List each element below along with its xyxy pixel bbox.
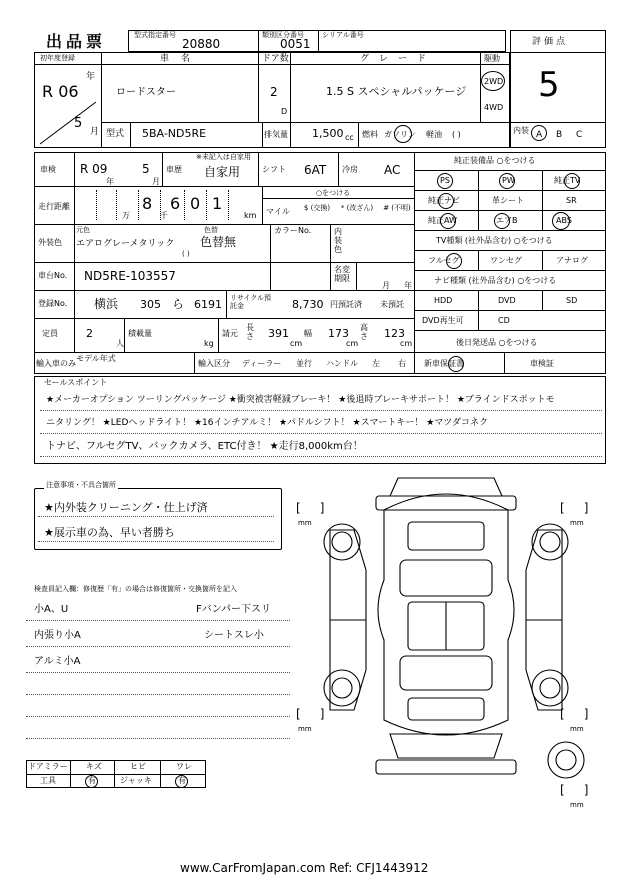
notes-label: 注意事項・不具合箇所	[46, 481, 116, 489]
exterior-color: エアログレーメタリック	[76, 239, 175, 249]
tire-bracket-fl: [ ]	[296, 501, 325, 515]
inspector-entry-3a: アルミ小A	[34, 656, 81, 667]
equip-abs: ABS	[556, 216, 572, 225]
interior-a: A	[536, 130, 543, 140]
equip-ps: PS	[440, 176, 450, 185]
sales-point-label: セールスポイント	[44, 378, 108, 387]
equip-pw: PW	[502, 176, 515, 185]
drive-2wd: 2WD	[484, 77, 504, 86]
tire-bracket-rl: [ ]	[296, 707, 325, 721]
car-damage-diagram	[296, 470, 596, 810]
fuel-gasoline: ガソリン	[384, 130, 416, 139]
later-title: 後日発送品 ○をつける	[456, 338, 538, 347]
mileage-digit-1: 8	[142, 194, 153, 213]
fuel-gasoline-circle	[394, 125, 412, 143]
inspector-entry-2b: シートスレ小	[204, 630, 264, 641]
serial-label: シリアル番号	[322, 31, 364, 39]
inspector-label: 検査員記入欄：修復歴「有」の場合は修復箇所・交換箇所を記入	[34, 585, 237, 593]
category-no: 0051	[280, 37, 311, 51]
equip-navi: 純正ナビ	[428, 196, 460, 205]
equip-tv: 純正TV	[554, 176, 581, 185]
model-no: 20880	[182, 37, 221, 51]
color-change: 色替無	[200, 235, 237, 249]
height: 123	[384, 327, 405, 340]
first-reg-year: R 06	[42, 82, 79, 101]
mileage-digit-3: 0	[190, 194, 201, 213]
score-label: 評価点	[532, 37, 569, 47]
auction-sheet: 出品票 型式指定番号 20880 類別区分番号 0051 シリアル番号 評価点 5 初年度登録 年 R 06 5 月 車名 ロードスター ドア数 2 D グレード 1.5 S スペシャルパッケージ 駆動 2WD 4WD 型式 5BA-ND5RE 排気量 1,500 cc 燃料 ガソリン 軽油 ( ) 内装 A B C 車検 R 09 年 5 月 車歴 ※未記入は自家用 自家用 シフト 6AT 冷房 AC 走行距離 8 万 千 6 0 1 km ○をつける マイル $ (交換) * (改ざん) # (不明) 外装色 元色 エアログレーメタリック 色替 色替無 ( ) カラーNo. 内装色 車台No. ND5RE-103557 名変期限 月 年 登録No. 横浜 305 ら 6191 リサイクル預託金 8,730 円預託済 未預託 定員 2 人 積載量 kg 請元 長さ 391 cm 幅 173 cm 高さ 123 cm 輸入車のみ モデル年式 輸入区分 ディーラー 並行 ハンドル 左 右 純正装備品 ○をつける PS PW 純正TV 純正ナビ 革シート SR 純正AW エアB ABS TV種類 (社外品含む) ○をつける フルセグ ワンセグ アナログ ナビ種類 (社外品含む) ○をつける HDD DVD SD DVD再生可 CD 後日発送品 ○をつける 新車保証書 車検証 セールスポイント ★メーカーオプション ツーリングパッケージ ★衝突被害軽減ブレーキ！ ★後退時ブレーキサポート！ ★ブラインドスポットモ ニタリング！ ★LEDヘッドライト！ ★16インチアルミ！ ★パドルシフト！ ★スマートキー！ ★マツダコネク トナビ、フルセグTV、バックカメラ、ETC付き！ ★走行8,000km台！ 注意事項・不具合箇所 ★内外装クリーニング・仕上げ済 ★展示車の為、早い者勝ち 検査員記入欄：修復歴「有」の場合は修復箇所・交換箇所を記入 小A、U Fバンパー下スリ 内張り小A シートスレ小 アルミ小A ドアミラー キズ ヒビ ワレ 工具 有 ジャッキ 有 [ ] mm [ ] mm [ ] mm [ ] mm [ ] mm www.CarFromJapan.com Ref: CFJ1443912	[0, 0, 640, 880]
equip-leather: 革シート	[492, 196, 524, 205]
tire-bracket-rr: [ ]	[560, 707, 589, 721]
category-label: 類別区分番号	[262, 31, 304, 39]
shift: 6AT	[304, 163, 327, 177]
capacity: 2	[86, 327, 93, 340]
reg-class: 305	[140, 298, 161, 311]
tv-fullseg: フルセグ	[428, 256, 460, 265]
width: 173	[328, 327, 349, 340]
grade: 1.5 S スペシャルパッケージ	[326, 85, 467, 98]
drive-2wd-circle	[481, 71, 505, 91]
grade-label: グレード	[360, 54, 437, 64]
tire-bracket-spare: [ ]	[560, 783, 589, 797]
first-reg-label: 初年度登録	[40, 54, 75, 62]
inspector-entry-1a: 小A、U	[34, 604, 69, 615]
doors-label: ドア数	[262, 54, 289, 64]
car-name-label: 車名	[160, 54, 203, 64]
first-reg-month: 5	[74, 116, 83, 131]
note-line-1: ★内外装クリーニング・仕上げ済	[44, 501, 208, 514]
length: 391	[268, 327, 289, 340]
doors: 2	[270, 85, 278, 99]
tv-title: TV種類 (社外品含む) ○をつける	[436, 236, 553, 245]
later-warranty: 新車保証書	[424, 359, 464, 368]
note-line-2: ★展示車の為、早い者勝ち	[44, 526, 175, 539]
reg-kana: ら	[172, 297, 185, 311]
jack-present: 有	[178, 776, 186, 785]
equipment-title: 純正装備品 ○をつける	[454, 156, 536, 165]
score-value: 5	[538, 65, 560, 105]
recycle-fee: 8,730	[292, 298, 324, 311]
model-type: 5BA-ND5RE	[142, 127, 207, 140]
equip-sr: SR	[566, 196, 577, 205]
navi-title: ナビ種類 (社外品含む) ○をつける	[434, 276, 557, 285]
shaken-year: R 09	[80, 162, 108, 176]
reg-place: 横浜	[94, 297, 119, 311]
shaken-month: 5	[142, 162, 150, 176]
sales-line-1: ★メーカーオプション ツーリングパッケージ ★衝突被害軽減ブレーキ！ ★後退時ブレーキサポート！ ★ブラインドスポットモ	[46, 395, 555, 405]
model-no-label: 型式指定番号	[134, 31, 176, 39]
inspector-entry-1b: Fバンパー下スリ	[196, 604, 272, 615]
use-type: 自家用	[204, 165, 241, 179]
displacement: 1,500	[312, 127, 344, 140]
mileage-digit-2: 6	[170, 194, 181, 213]
interior-a-circle	[531, 125, 547, 141]
drive-4wd: 4WD	[484, 103, 504, 112]
car-name: ロードスター	[116, 87, 176, 98]
reg-number: 6191	[194, 298, 222, 311]
sales-line-2: ニタリング！ ★LEDヘッドライト！ ★16インチアルミ！ ★パドルシフト！ ★スマートキー！ ★マツダコネク	[46, 418, 488, 428]
equip-aw: 純正AW	[428, 216, 457, 225]
inspector-entry-2a: 内張り小A	[34, 630, 81, 641]
equip-airbag: エアB	[496, 216, 518, 225]
tools-present: 有	[88, 776, 96, 785]
reg-slash	[36, 100, 100, 146]
chassis-number: ND5RE-103557	[84, 269, 176, 283]
sheet-title: 出品票	[46, 32, 107, 51]
sales-line-3: トナビ、フルセグTV、バックカメラ、ETC付き！ ★走行8,000km台！	[46, 441, 363, 452]
mileage-digit-4: 1	[212, 194, 223, 213]
ac: AC	[384, 163, 401, 177]
tire-bracket-fr: [ ]	[560, 501, 589, 515]
footer-reference: www.CarFromJapan.com Ref: CFJ1443912	[180, 861, 429, 875]
